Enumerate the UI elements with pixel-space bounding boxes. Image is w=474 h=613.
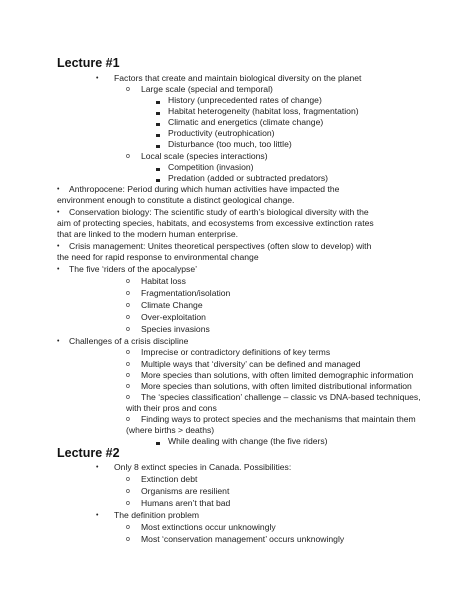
- hollow-bullet-icon: o: [126, 524, 130, 531]
- hollow-bullet-icon: o: [126, 536, 130, 543]
- square-bullet-icon: [156, 96, 160, 107]
- list-item: Habitat loss: [141, 276, 186, 286]
- list-item: More species than solutions, with often limited distributional information: [141, 381, 412, 391]
- list-item-continuation: (where births > deaths): [126, 425, 215, 435]
- hollow-bullet-icon: o: [126, 500, 130, 507]
- list-item: Large scale (special and temporal): [141, 84, 273, 94]
- list-item: Extinction debt: [141, 474, 198, 484]
- list-item: Humans aren’t that bad: [141, 498, 231, 508]
- list-item: Local scale (species interactions): [141, 151, 268, 161]
- list-item: Climate Change: [141, 300, 203, 310]
- bullet-icon: •: [96, 512, 99, 519]
- list-item: Over-exploitation: [141, 312, 206, 322]
- list-item: Factors that create and maintain biological diversity on the planet: [114, 73, 362, 83]
- list-item: Disturbance (too much, too little): [168, 139, 292, 149]
- hollow-bullet-icon: o: [126, 326, 130, 333]
- paragraph-line: Anthropocene: Period during which human activities have impacted the: [69, 184, 340, 194]
- hollow-bullet-icon: o: [126, 314, 130, 321]
- list-item: Multiple ways that ‘diversity’ can be defined and managed: [141, 359, 361, 369]
- square-bullet-icon: [156, 140, 160, 151]
- hollow-bullet-icon: o: [126, 394, 130, 401]
- paragraph-line: environment enough to constitute a distinct geological change.: [57, 195, 295, 205]
- list-item: The definition problem: [114, 510, 200, 520]
- list-item: Challenges of a crisis discipline: [69, 336, 189, 346]
- bullet-icon: •: [57, 266, 60, 273]
- hollow-bullet-icon: o: [126, 349, 130, 356]
- paragraph-line: that are linked to the modern human enterprise.: [57, 229, 239, 239]
- list-item: Productivity (eutrophication): [168, 128, 275, 138]
- paragraph-line: aim of protecting species, habitats, and ecosystems from excessive extinction rates: [57, 218, 374, 228]
- list-item: The ‘species classification’ challenge – classic vs DNA-based techniques,: [141, 392, 421, 402]
- list-item: Finding ways to protect species and the mechanisms that maintain them: [141, 414, 416, 424]
- list-item: Predation (added or subtracted predators): [168, 173, 329, 183]
- list-item-continuation: with their pros and cons: [126, 403, 217, 413]
- hollow-bullet-icon: o: [126, 372, 130, 379]
- square-bullet-icon: [156, 118, 160, 129]
- hollow-bullet-icon: o: [126, 488, 130, 495]
- list-item: Most extinctions occur unknowingly: [141, 522, 276, 532]
- bullet-icon: •: [57, 209, 60, 216]
- square-bullet-icon: [156, 163, 160, 174]
- list-item: More species than solutions, with often limited demographic information: [141, 370, 414, 380]
- list-item: While dealing with change (the five riders): [168, 436, 328, 446]
- list-item: Most ‘conservation management’ occurs unknowingly: [141, 534, 345, 544]
- list-item: Species invasions: [141, 324, 210, 334]
- lecture-2-heading: Lecture #2: [57, 446, 120, 460]
- bullet-icon: •: [96, 75, 99, 82]
- list-item: The five ‘riders of the apocalypse’: [69, 264, 198, 274]
- hollow-bullet-icon: o: [126, 383, 130, 390]
- list-item: Organisms are resilient: [141, 486, 230, 496]
- list-item: Climatic and energetics (climate change): [168, 117, 324, 127]
- paragraph-line: the need for rapid response to environmental change: [57, 252, 259, 262]
- hollow-bullet-icon: o: [126, 302, 130, 309]
- bullet-icon: •: [57, 338, 60, 345]
- list-item: Fragmentation/isolation: [141, 288, 231, 298]
- square-bullet-icon: [156, 107, 160, 118]
- bullet-icon: •: [57, 243, 60, 250]
- paragraph-line: Crisis management: Unites theoretical perspectives (often slow to develop) with: [69, 241, 372, 251]
- bullet-icon: •: [96, 464, 99, 471]
- bullet-icon: •: [57, 186, 60, 193]
- hollow-bullet-icon: o: [126, 290, 130, 297]
- square-bullet-icon: [156, 129, 160, 140]
- lecture-1-heading: Lecture #1: [57, 56, 120, 70]
- list-item: Imprecise or contradictory definitions of key terms: [141, 347, 331, 357]
- square-bullet-icon: [156, 437, 160, 448]
- hollow-bullet-icon: o: [126, 361, 130, 368]
- hollow-bullet-icon: o: [126, 278, 130, 285]
- list-item: History (unprecedented rates of change): [168, 95, 322, 105]
- hollow-bullet-icon: o: [126, 153, 130, 160]
- list-item: Habitat heterogeneity (habitat loss, fragmentation): [168, 106, 359, 116]
- list-item: Only 8 extinct species in Canada. Possibilities:: [114, 462, 292, 472]
- paragraph-line: Conservation biology: The scientific study of earth’s biological diversity with the: [69, 207, 369, 217]
- list-item: Competition (invasion): [168, 162, 254, 172]
- hollow-bullet-icon: o: [126, 416, 130, 423]
- hollow-bullet-icon: o: [126, 476, 130, 483]
- hollow-bullet-icon: o: [126, 86, 130, 93]
